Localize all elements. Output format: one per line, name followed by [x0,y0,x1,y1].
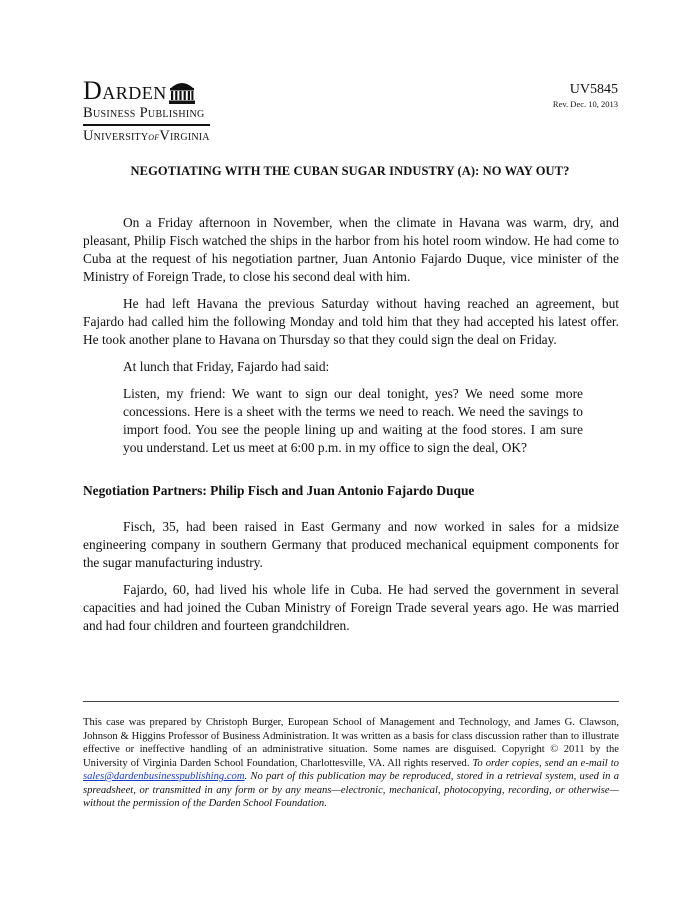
fajardo-quote: Listen, my friend: We want to sign our deal tonight, yes? We need some more concessions. Here is a sheet with the terms we need to reach. We need the savings to import food. You see the people lining up and waiting at the food stores. I am sure you understand. Let us meet at 6:00 p.m. in my office to sign the deal, OK? [123,386,583,455]
paragraph-5: Fajardo, 60, had lived his whole life in Cuba. He had served the government in several capacities and had joined the Cuban Ministry of Foreign Trade several years ago. He was married and had four children and fourteen grandchildren. [83,582,619,633]
case-number: UV5845 [569,82,618,97]
case-title: NEGOTIATING WITH THE CUBAN SUGAR INDUSTRY (A): NO WAY OUT? [130,164,570,178]
logo-university [83,128,210,145]
paragraph-2: He had left Havana the previous Saturday without having reached an agreement, but Fajardo had called him the following Monday and told him that they had accepted his latest offer. He took another plane to Havana on Thursday so that they could sign the deal on Friday. [83,296,619,347]
case-identifier [553,82,618,110]
paragraph-4: Fisch, 35, had been raised in East Germany and now worked in sales for a midsize engineering company in southern Germany that produced mechanical equipment components for the sugar manufacturing industry. [83,519,619,570]
logo-university-part2: Virginia [159,127,210,144]
paragraph-1: On a Friday afternoon in November, when the climate in Havana was warm, dry, and pleasant, Philip Fisch watched the ships in the harbor from his hotel room window. He had come to Cuba at the request of his negotiation partner, Juan Antonio Fajardo Duque, vice minister of the Ministry of Foreign Trade, to close his second deal with him. [83,215,619,284]
footer-order-suffix: . No part of this publication may be reproduced, stored in a retrieval system, used in a spreadsheet, or transmitted in any form or by any means—electronic, mechanical, photocopying, recording, or otherwise—without the permission of the Darden School Foundation. [83,771,619,809]
logo-brand-main: Darden [83,76,167,105]
logo-university-of: of [148,130,160,143]
rotunda-icon [169,79,195,104]
paragraph-3: At lunch that Friday, Fajardo had said: [123,359,330,374]
revision-date: Rev. Dec. 10, 2013 [552,99,618,109]
footer-order-prefix: To order copies, send an e-mail to [472,757,619,769]
logo-divider [83,124,210,126]
logo-brand-sub: Business Publishing [83,105,205,121]
footer-divider [83,701,619,702]
logo-university-part1: University [83,127,149,144]
section-heading: Negotiation Partners: Philip Fisch and Juan Antonio Fajardo Duque [83,483,475,498]
order-email-link[interactable]: sales@dardenbusinesspublishing.com [83,771,245,782]
darden-logo [83,78,210,145]
footer-note [83,716,619,811]
footer-prepared: This case was prepared by Christoph Burger, European School of Management and Technology, and James G. Clawson, Johnson & Higgins Professor of Business Administration. It was written as a basis for class discussion rather than to illustrate effective or ineffective handling of an administrative situation. Some names are disguised. Copyright © 2011 by the University of Virginia Darden School Foundation, Charlottesville, VA. All rights reserved. [83,717,619,769]
